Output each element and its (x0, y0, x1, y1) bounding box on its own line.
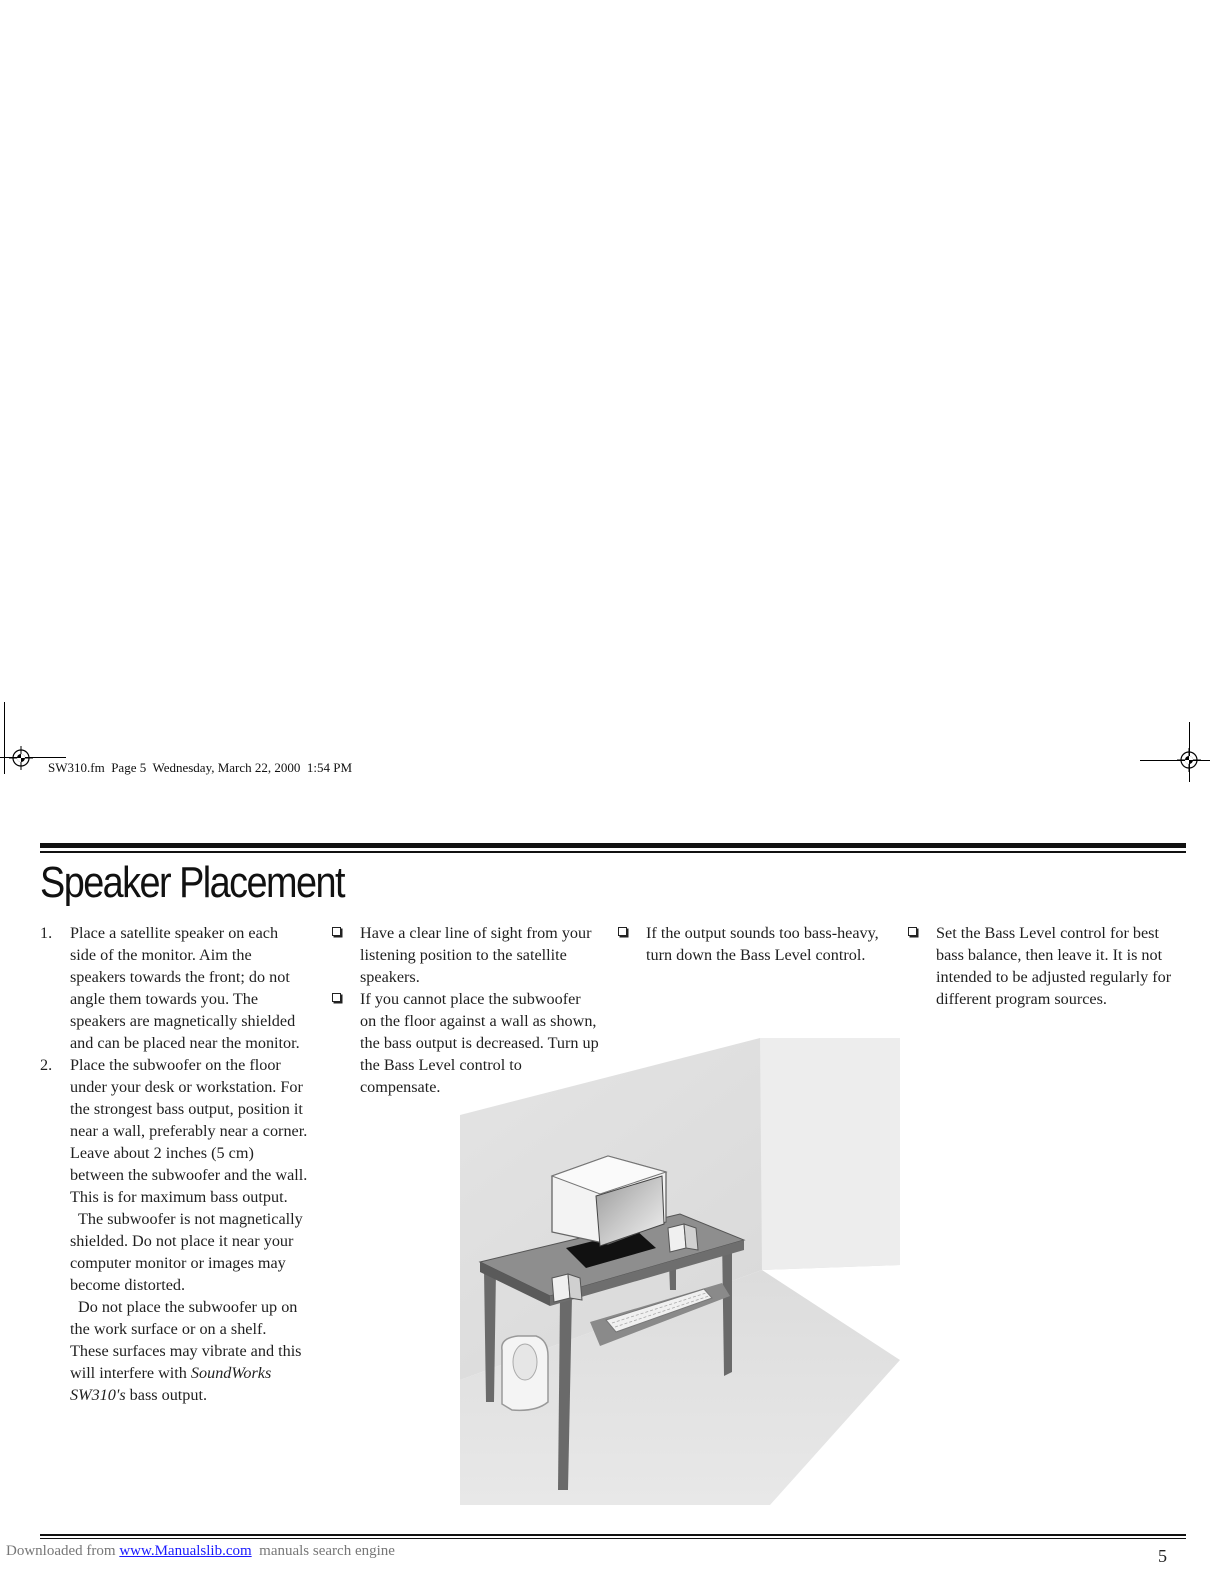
step-text: Place the subwoofer on the floor under your desk or workstation. For the strongest bass output, position it near a wall, preferably near a corner. Leave about 2 inches (5 cm) between the subwoofer and the wall. This is for maximum bass output. (70, 1056, 308, 1206)
product-name: SoundWorks SW310's (70, 1364, 272, 1404)
bullet-item (330, 922, 600, 988)
column-numbered-steps (40, 922, 308, 1406)
checkbox-bullet-icon (332, 927, 341, 936)
bottom-rule (40, 1534, 1186, 1536)
footer-prefix: Downloaded from (6, 1543, 120, 1559)
subwoofer-shape (502, 1336, 548, 1410)
step-item (40, 922, 308, 1054)
satellite-speaker-left (552, 1274, 582, 1302)
satellite-speaker-right (668, 1224, 698, 1252)
footer-suffix: manuals search engine (251, 1543, 395, 1559)
download-footer (6, 1543, 395, 1560)
note-text: bass output. (125, 1386, 208, 1404)
note-text: Do not place the subwoofer up on the work surface or on a shelf. These surfaces may vibrate and this will interfere with (70, 1298, 302, 1382)
step-item (40, 1054, 308, 1208)
bullet-item (616, 922, 886, 966)
crop-mark-left-vertical (4, 702, 5, 774)
desk-setup-illustration (440, 1000, 920, 1520)
top-rule-thin (40, 851, 1186, 853)
step-number: 2. (40, 1056, 53, 1074)
checkbox-bullet-icon (618, 927, 627, 936)
bullet-text: Set the Bass Level control for best bass balance, then leave it. It is not intended to be adjusted regularly for different program sources. (936, 924, 1172, 1008)
top-rule-thick (40, 843, 1186, 848)
checkbox-bullet-icon (332, 993, 341, 1002)
page-number: 5 (1158, 1546, 1167, 1566)
bullet-text: Have a clear line of sight from your listening position to the satellite speakers. (360, 924, 592, 986)
manualslib-link[interactable]: www.Manualslib.com (119, 1543, 252, 1559)
page-title: Speaker Placement (40, 858, 344, 907)
bullet-item (906, 922, 1178, 1010)
column-tips (906, 922, 1178, 1010)
column-tips (616, 922, 886, 966)
bottom-rule-thin (40, 1538, 1186, 1539)
note-paragraph (40, 1296, 308, 1406)
registration-mark-right-icon (1177, 748, 1201, 772)
file-stamp: SW310.fm Page 5 Wednesday, March 22, 2000 1:54 PM (48, 760, 353, 775)
step-number: 1. (40, 924, 53, 942)
side-wall (760, 1038, 900, 1270)
registration-mark-left-icon (9, 746, 33, 770)
note-paragraph: The subwoofer is not magnetically shielded. Do not place it near your computer monitor or images may become distorted. (70, 1210, 303, 1294)
step-text: Place a satellite speaker on each side of the monitor. Aim the speakers towards the front; do not angle them towards you. The speakers are magnetically shielded and can be placed near the monitor. (70, 924, 300, 1052)
bullet-text: If you cannot place the subwoofer on the floor against a wall as shown, the bass output is decreased. Turn up the Bass Level control to compensate. (360, 990, 599, 1096)
checkbox-bullet-icon (908, 927, 917, 936)
bullet-text: If the output sounds too bass-heavy, turn down the Bass Level control. (646, 924, 879, 964)
